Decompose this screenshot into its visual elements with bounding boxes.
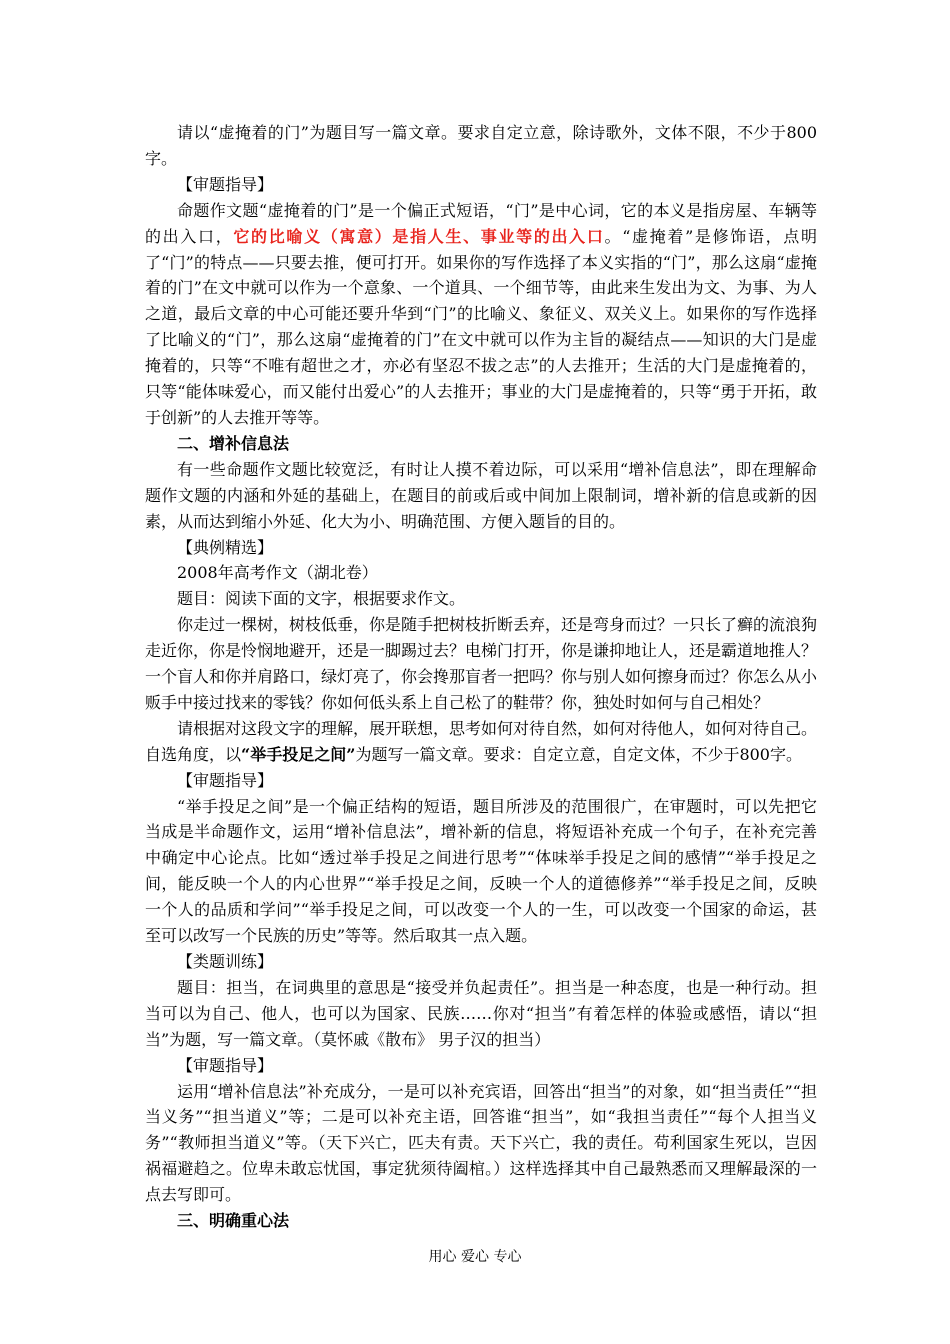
guide-paragraph — [145, 198, 817, 431]
method-two-paragraph: 有一些命题作文题比较宽泛，有时让人摸不着边际，可以采用“增补信息法”，即在理解命题作文题的内涵和外延的基础上，在题目的前或后或中间加上限制词，增补新的信息或新的因素，从而达到缩小外延、化大为小、明确范围、方便入题旨的目的。 — [145, 459, 817, 531]
exam-passage: 你走过一棵树，树枝低垂，你是随手把树枝折断丢弃，还是弯身而过？一只长了癣的流浪狗走近你，你是怜悯地避开，还是一脚踢过去？电梯门打开，你是谦抑地让人，还是霸道地推人？一个盲人和你并肩路口，绿灯亮了，你会搀那盲者一把吗？你与别人如何擦身而过？你怎么从小贩手中接过找来的零钱？你如何低头系上自己松了的鞋带？你，独处时如何与自己相处？ — [145, 615, 818, 712]
exam-requirement — [145, 716, 817, 768]
practice-paragraph: 题目：担当，在词典里的意思是“接受并负起责任”。担当是一种态度，也是一种行动。担当可以为自己、他人，也可以为国家、民族……你对“担当”有着怎样的体验或感悟，请以“担当”为题，写一篇文章。（莫怀戚《散布》 男子汉的担当） — [145, 977, 817, 1049]
section-label-guide-3: 【审题指导】 — [177, 1055, 274, 1075]
page-footer: 用心 爱心 专心 — [428, 1249, 522, 1265]
exam-requirement-end: 为题写一篇文章。要求：自定立意，自定文体，不少于800字。 — [355, 744, 802, 764]
heading-method-two: 二、增补信息法 — [177, 433, 290, 453]
document-body — [145, 120, 817, 1234]
section-label-guide: 【审题指导】 — [177, 174, 274, 194]
highlighted-metaphor-text: 它的比喻义（寓意）是指人生、事业等的出入口 — [233, 226, 605, 246]
prompt-paragraph: 请以“虚掩着的门”为题目写一篇文章。要求自定立意，除诗歌外，文体不限，不少于800字。 — [145, 123, 817, 168]
heading-method-three: 三、明确重心法 — [177, 1211, 290, 1231]
guide-text-start: 命题作文题“虚掩着的门”是一个偏正式短语，“门”是中心词，它的本义是指房屋、车辆等的出入口， — [145, 200, 817, 246]
guide-paragraph-3: 运用“增补信息法”补充成分，一是可以补充宾语，回答出“担当”的对象，如“担当责任”“担当义务”“担当道义”等；二是可以补充主语，回答谁“担当”，如“我担当责任”“每个人担当义务”“教师担当道义”等。（天下兴亡，匹夫有责。天下兴亡，我的责任。苟利国家生死以，岂因祸福避趋之。位卑未敢忘忧国，事定犹须待阖棺。）这样选择其中自己最熟悉而又理解最深的一点去写即可。 — [145, 1081, 817, 1205]
exam-title: 2008年高考作文（湖北卷） — [177, 563, 378, 583]
exam-instruction: 题目：阅读下面的文字，根据要求作文。 — [177, 589, 466, 609]
guide-paragraph-2: “举手投足之间”是一个偏正结构的短语，题目所涉及的范围很广，在审题时，可以先把它当成是半命题作文，运用“增补信息法”，增补新的信息，将短语补充成一个句子，在补充完善中确定中心论点。比如“透过举手投足之间进行思考”“体味举手投足之间的感情”“举手投足之间，能反映一个人的内心世界”“举手投足之间，反映一个人的道德修养”“举手投足之间，反映一个人的品质和学问”“举手投足之间，可以改变一个人的一生，可以改变一个国家的命运，甚至可以改写一个民族的历史”等等。然后取其一点入题。 — [145, 796, 817, 946]
section-label-examples: 【典例精选】 — [177, 537, 274, 557]
guide-text-rest: 。“虚掩着”是修饰语，点明了“门”的特点——只要去推，便可打开。如果你的写作选择了本义实指的“门”，那么这扇“虚掩着的门”在文中就可以作为一个意象、一个道具、一个细节等，由此来生发出为文、为事、为人之道，最后文章的中心可能还要升华到“门”的比喻义、象征义、双关义上。如果你的写作选择了比喻义的“门”，那么这扇“虚掩着的门”在文中就可以作为主旨的凝结点——知识的大门是虚掩着的，只等“不唯有超世之才，亦必有坚忍不拔之志”的人去推开；生活的大门是虚掩着的，只等“能体味爱心，而又能付出爱心”的人去推开；事业的大门是虚掩着的，只等“勇于开拓，敢于创新”的人去推开等等。 — [145, 226, 817, 427]
section-label-guide-2: 【审题指导】 — [177, 770, 274, 790]
exam-topic-title: “举手投足之间” — [241, 744, 356, 764]
section-label-practice: 【类题训练】 — [177, 952, 274, 971]
exam-requirement-start: 请根据对这段文字的理解，展开联想，思考如何对待自然，如何对待他人，如何对待自己。自选角度，以 — [145, 718, 818, 764]
